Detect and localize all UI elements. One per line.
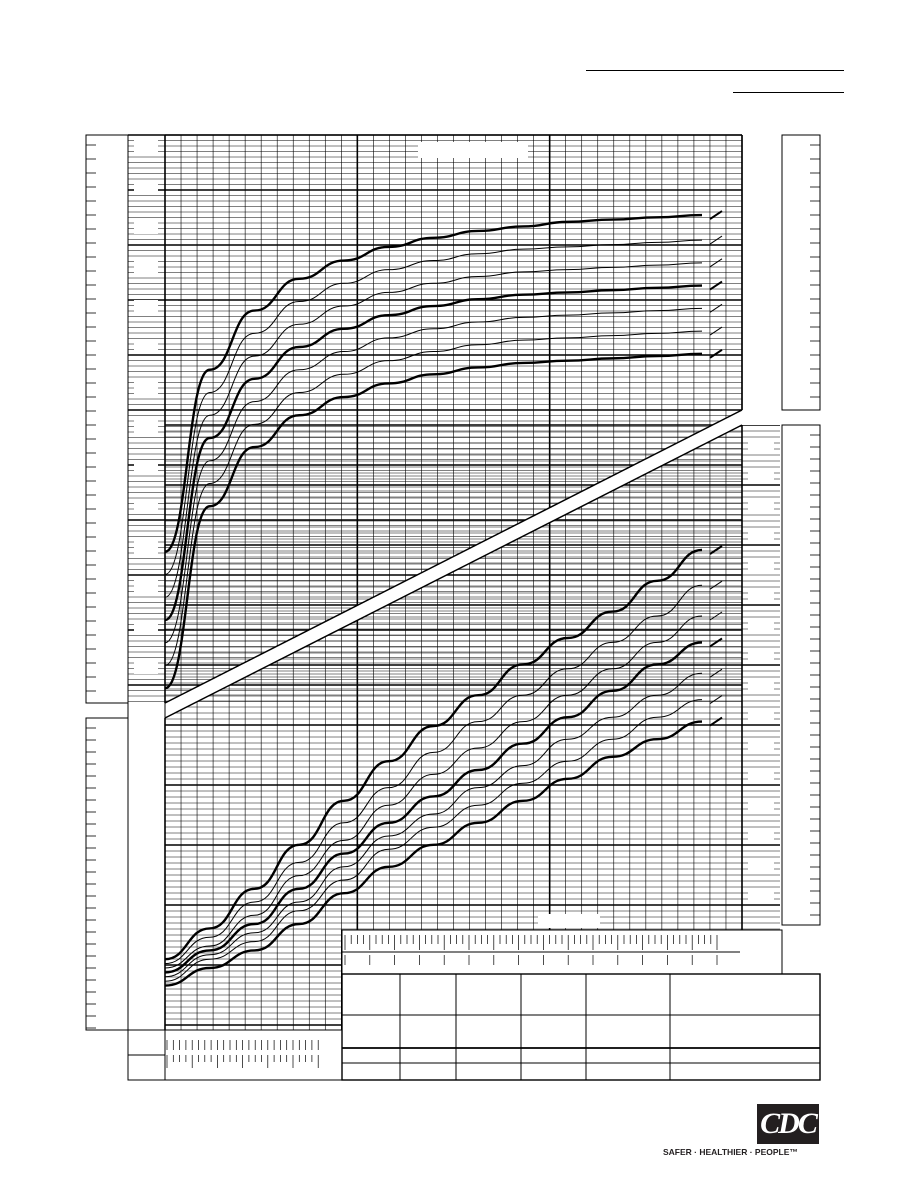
axis-label-block xyxy=(748,500,774,512)
axis-label-block xyxy=(745,220,775,234)
axis-label-block xyxy=(745,340,775,354)
axis-label-block xyxy=(748,800,774,812)
cdc-tagline: SAFER · HEALTHIER · PEOPLE™ xyxy=(663,1147,798,1157)
axis-label-block xyxy=(134,500,158,514)
axis-label-block xyxy=(134,340,158,354)
axis-label-block xyxy=(134,420,158,434)
grid xyxy=(128,135,780,1030)
axis-label-block xyxy=(134,620,158,634)
axis-label-block xyxy=(134,180,158,194)
axis-label-block xyxy=(748,560,774,572)
axis-label-block xyxy=(745,260,775,274)
axis-label-block xyxy=(748,590,774,602)
axis-label-block xyxy=(748,440,774,452)
axis-label-block xyxy=(748,740,774,752)
record-table xyxy=(342,974,820,1080)
upper-curve-label-tick xyxy=(710,236,722,244)
axis-label-block xyxy=(748,890,774,902)
axis-label-block xyxy=(745,380,775,394)
axis-label-block xyxy=(748,830,774,842)
axis-label-block xyxy=(748,470,774,482)
lower-curve-label-tick xyxy=(710,669,722,677)
ruler-label-block xyxy=(538,914,600,928)
lower-curve-label-tick xyxy=(710,696,722,704)
axis-label-block xyxy=(748,620,774,632)
axis-label-block xyxy=(748,530,774,542)
title-block xyxy=(418,142,528,158)
axis-label-block xyxy=(134,460,158,474)
upper-curve-label-tick xyxy=(710,282,722,290)
axis-label-block xyxy=(134,220,158,234)
axis-label-block xyxy=(748,860,774,872)
left-axis-column-lower xyxy=(86,718,128,1030)
axis-label-block xyxy=(134,260,158,274)
upper-curve-label-tick xyxy=(710,327,722,335)
axis-label-block xyxy=(134,540,158,554)
axis-label-block xyxy=(134,300,158,314)
axis-label-block xyxy=(745,300,775,314)
upper-curve-label-tick xyxy=(710,259,722,267)
percentile-curves xyxy=(165,211,722,986)
axis-label-block xyxy=(745,180,775,194)
axis-label-block xyxy=(134,660,158,674)
lower-curve-label-tick xyxy=(710,581,722,589)
lower-curve-label-tick xyxy=(710,638,722,646)
axis-label-block xyxy=(745,140,775,154)
left-axis-column-upper xyxy=(86,135,128,703)
axis-label-block xyxy=(748,770,774,782)
axis-label-block xyxy=(748,650,774,662)
axis-label-block xyxy=(134,580,158,594)
age-ruler-left xyxy=(165,1030,342,1080)
axis-label-block xyxy=(748,680,774,692)
upper-curve-label-tick xyxy=(710,350,722,358)
axis-label-block xyxy=(748,710,774,722)
cdc-logo: CDC xyxy=(757,1104,819,1144)
axis-label-block xyxy=(134,140,158,154)
axis-label-block xyxy=(134,380,158,394)
